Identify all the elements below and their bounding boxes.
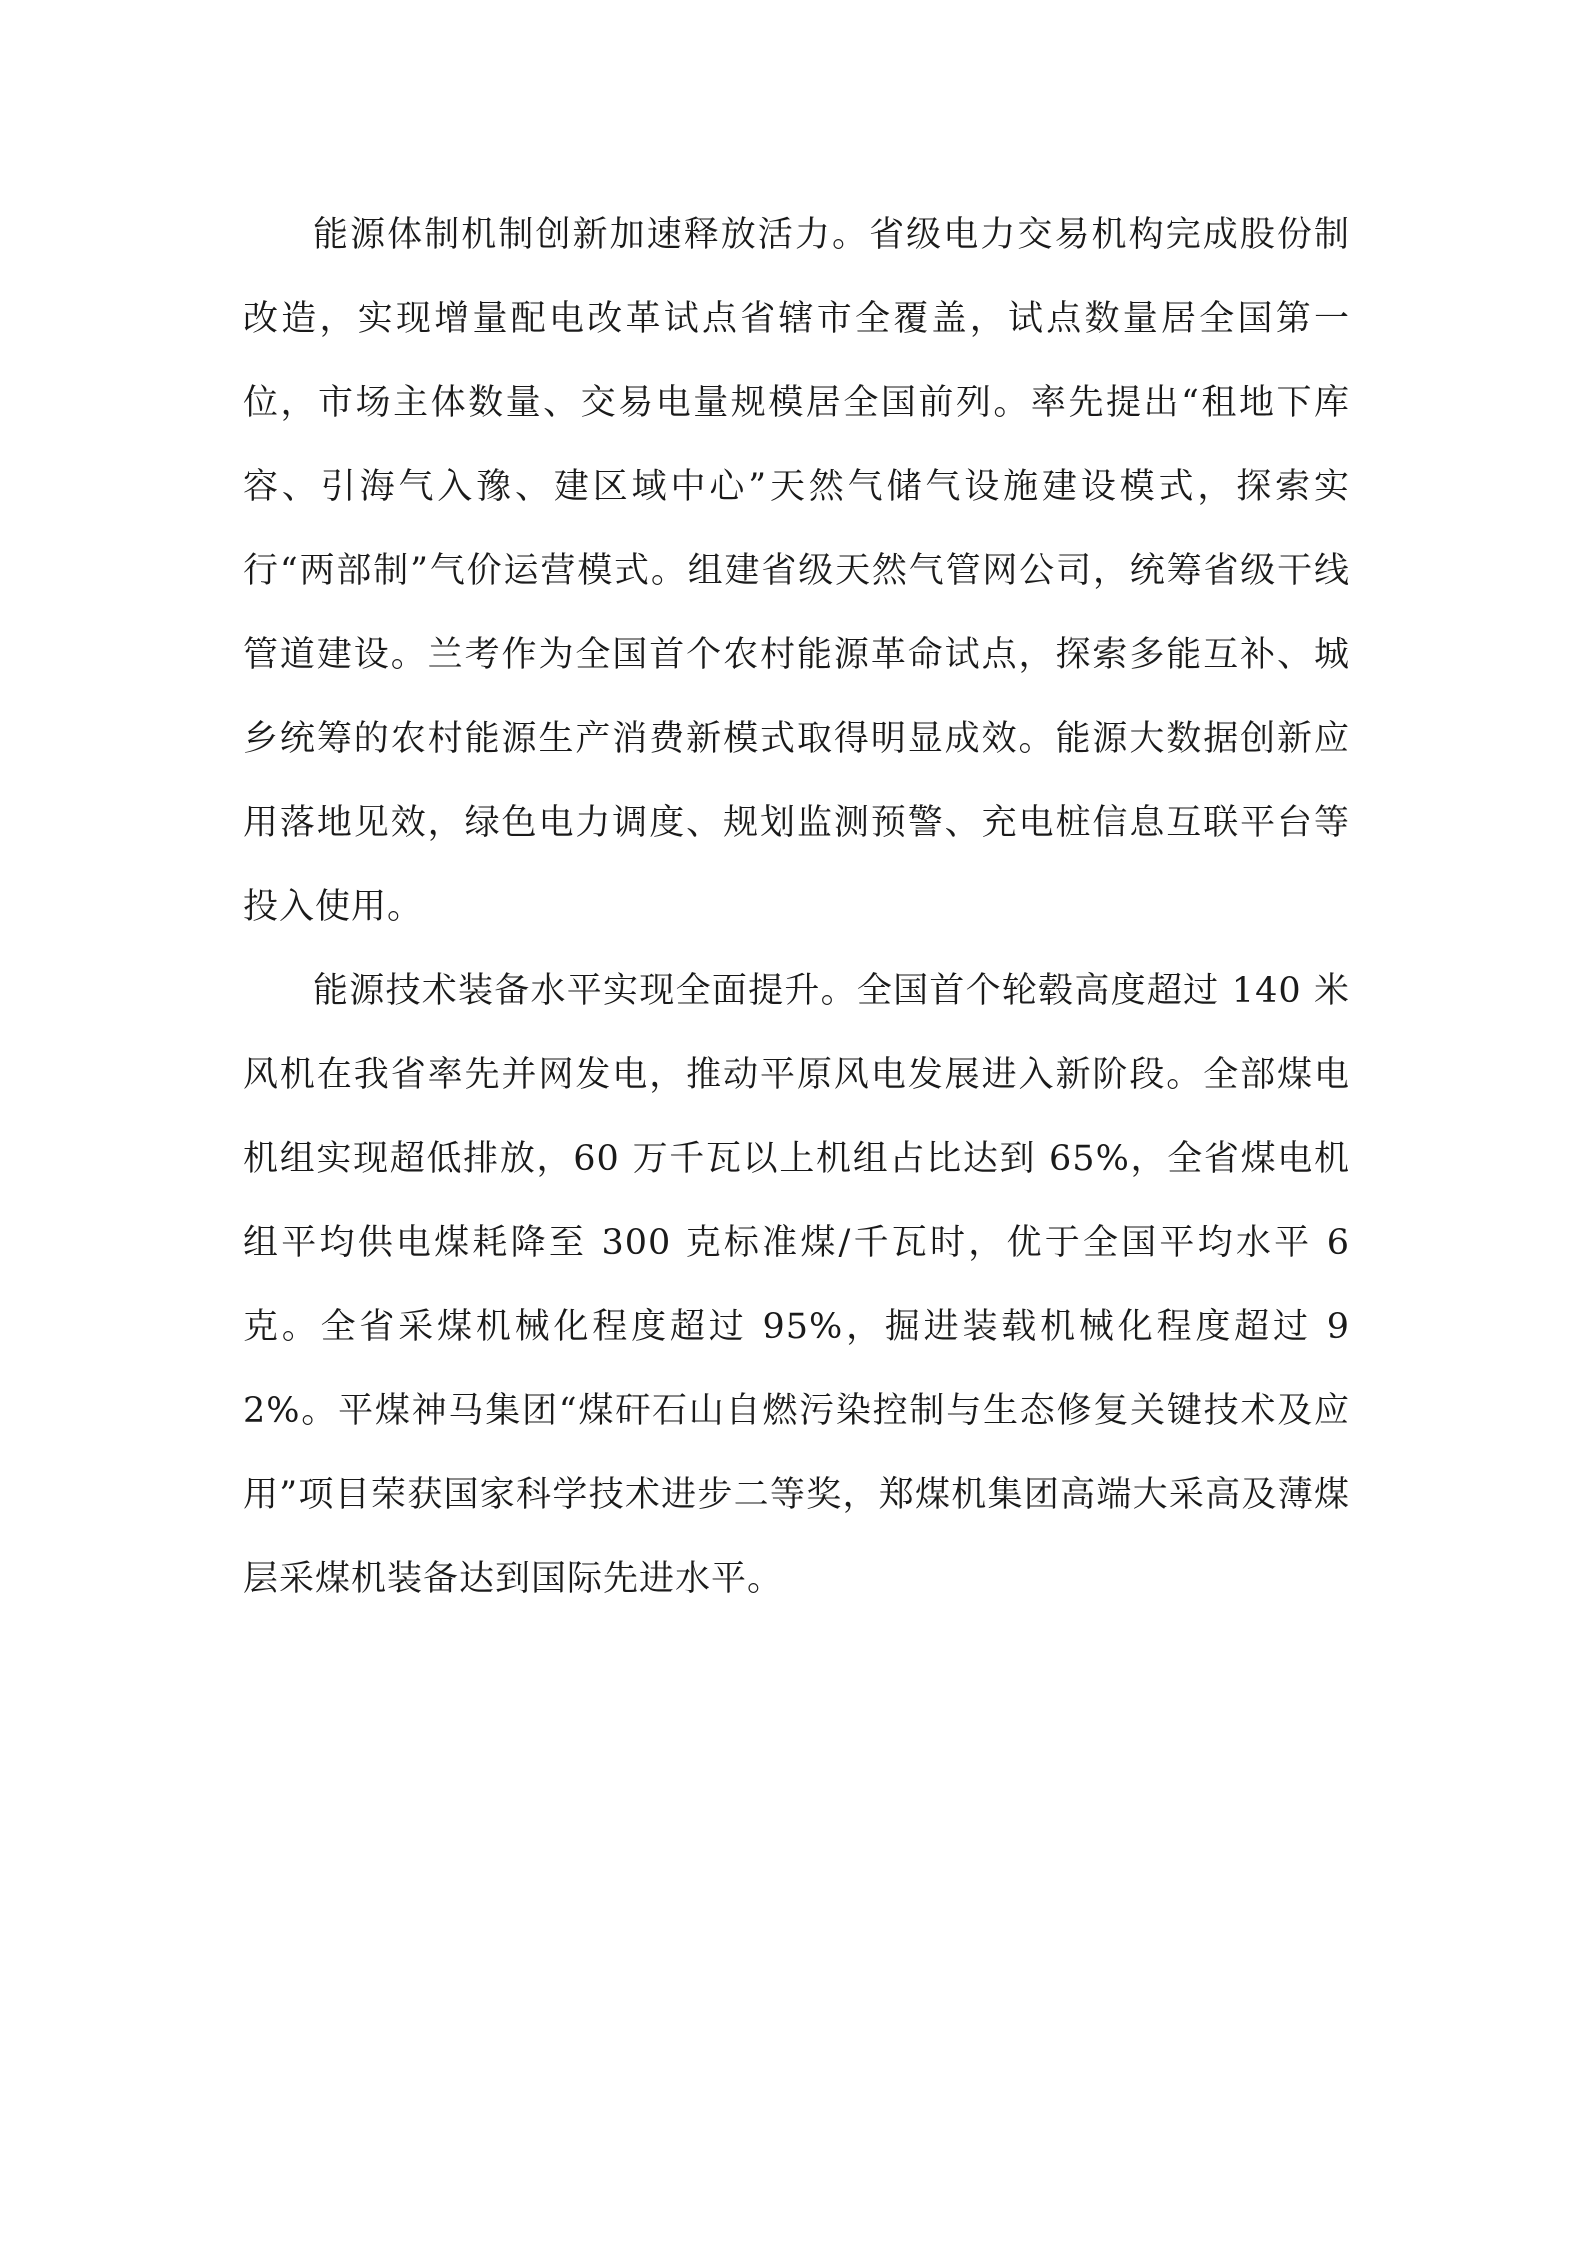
paragraph-energy-system-reform: 能源体制机制创新加速释放活力。省级电力交易机构完成股份制改造，实现增量配电改革试点省辖市全覆盖，试点数量居全国第一位，市场主体数量、交易电量规模居全国前列。率先提出“租地下库容、引海气入豫、建区域中心”天然气储气设施建设模式，探索实行“两部制”气价运营模式。组建省级天然气管网公司，统筹省级干线管道建设。兰考作为全国首个农村能源革命试点，探索多能互补、城乡统筹的农村能源生产消费新模式取得明显成效。能源大数据创新应用落地见效，绿色电力调度、规划监测预警、充电桩信息互联平台等投入使用。 [243,215,1350,927]
paragraph-energy-technology-equipment: 能源技术装备水平实现全面提升。全国首个轮毂高度超过 140 米风机在我省率先并网发电，推动平原风电发展进入新阶段。全部煤电机组实现超低排放，60 万千瓦以上机组占比达到 65%，全省煤电机组平均供电煤耗降至 300 克标准煤/千瓦时，优于全国平均水平 6 克。全省采煤机械化程度超过 95%，掘进装载机械化程度超过 92%。平煤神马集团“煤矸石山自燃污染控制与生态修复关键技术及应用”项目荣获国家科学技术进步二等奖，郑煤机集团高端大采高及薄煤层采煤机装备达到国际先进水平。 [243,971,1350,1599]
document-body [243,193,1350,1621]
